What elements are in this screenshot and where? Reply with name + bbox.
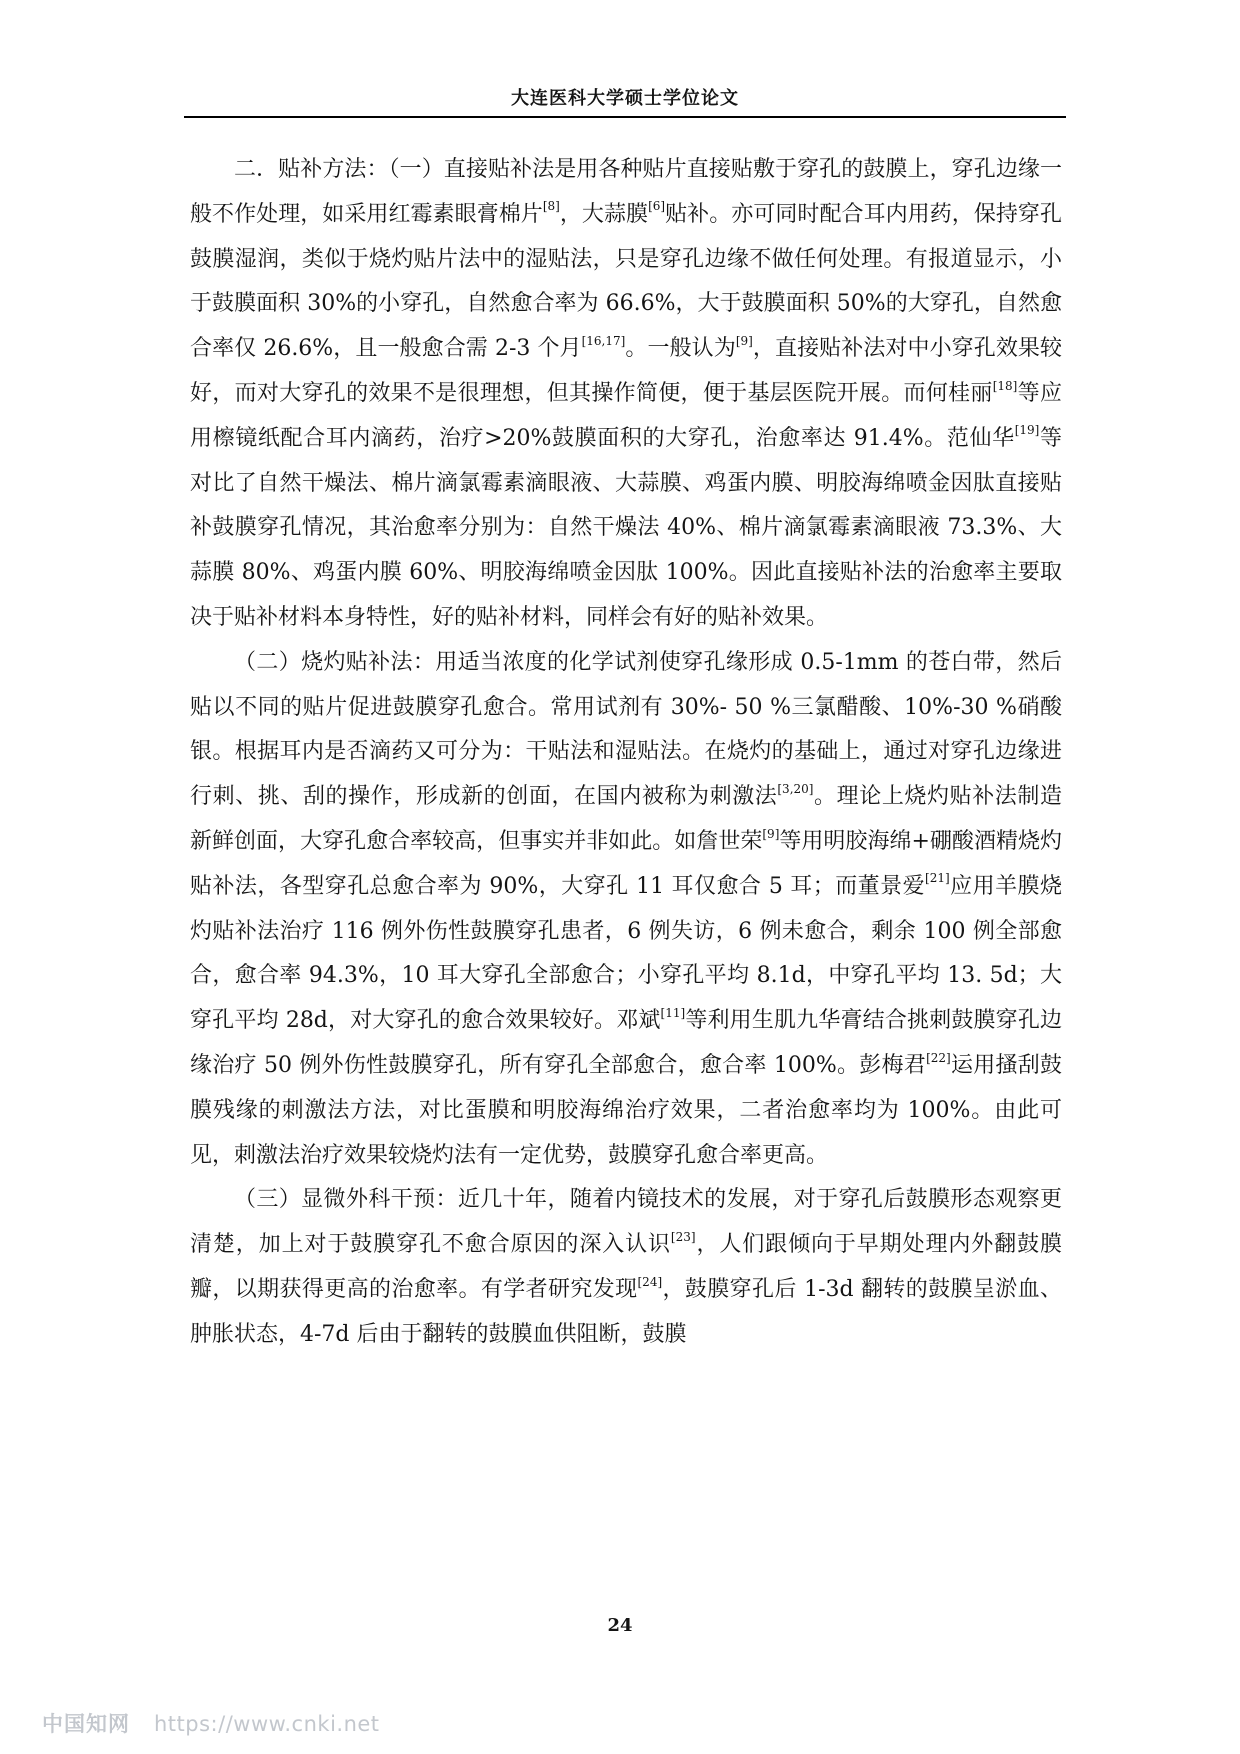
- text-run: 等用明胶海绵+硼酸酒精烧灼贴补法，各型穿孔总愈合率为 90%，大穿孔 11 耳仅愈合 5 耳；而董景爱: [190, 828, 1062, 899]
- citation-ref: [18]: [992, 378, 1018, 393]
- text-run: 等对比了自然干燥法、棉片滴氯霉素滴眼液、大蒜膜、鸡蛋内膜、明胶海绵喷金因肽直接贴补鼓膜穿孔情况，其治愈率分别为：自然干燥法 40%、棉片滴氯霉素滴眼液 73.3%、大蒜膜 80%、鸡蛋内膜 60%、明胶海绵喷金因肽 100%。因此直接贴补法的治愈率主要取决于贴补材料本身特性，好的贴补材料，同样会有好的贴补效果。: [190, 425, 1062, 630]
- text-run: （二）烧灼贴补法：用适当浓度的化学试剂使穿孔缘形成 0.5-1mm 的苍白带，然后贴以不同的贴片促进鼓膜穿孔愈合。常用试剂有 30%- 50 %三氯醋酸、10%-30 %硝酸银。根据耳内是否滴药又可分为：干贴法和湿贴法。在烧灼的基础上，通过对穿孔边缘进行刺、挑、刮的操作，形成新的创面，在国内被称为刺激法: [190, 649, 1062, 810]
- cnki-watermark: [42, 1710, 380, 1738]
- citation-ref: [11]: [660, 1005, 686, 1020]
- citation-ref: [24]: [637, 1274, 663, 1289]
- page-number: 24: [607, 1615, 633, 1636]
- text-run: 等应用檫镜纸配合耳内滴药，治疗>20%鼓膜面积的大穿孔，治愈率达 91.4%。范仙华: [190, 380, 1062, 451]
- citation-ref: [9]: [762, 826, 780, 841]
- running-header: 大连医科大学硕士学位论文: [511, 88, 739, 109]
- citation-ref: [8]: [542, 199, 560, 214]
- citation-ref: [9]: [735, 333, 753, 348]
- header-rule: [184, 116, 1066, 118]
- text-run: 。一般认为: [625, 336, 736, 362]
- text-run: 贴补。亦可同时配合耳内用药，保持穿孔鼓膜湿润，类似于烧灼贴片法中的湿贴法，只是穿孔边缘不做任何处理。有报道显示，小于鼓膜面积 30%的小穿孔，自然愈合率为 66.6%，大于鼓膜面积 50%的大穿孔，自然愈合率仅 26.6%，且一般愈合需 2-3 个月: [190, 201, 1062, 362]
- paragraph-microsurgery: [190, 1178, 1062, 1357]
- citation-ref: [19]: [1014, 423, 1040, 438]
- text-run: ，鼓膜穿孔后 1-3d 翻转的鼓膜呈淤血、肿胀状态，4-7d 后由于翻转的鼓膜血供阻断，鼓膜: [190, 1276, 1062, 1347]
- text-run: 二．贴补方法：（一）直接贴补法是用各种贴片直接贴敷于穿孔的鼓膜上，穿孔边缘一般不作处理，如采用红霉素眼膏棉片: [190, 157, 1062, 227]
- citation-ref: [6]: [648, 199, 666, 214]
- text-run: ，大蒜膜: [559, 201, 649, 227]
- watermark-brand: 中国知网: [42, 1712, 130, 1736]
- citation-ref: [22]: [926, 1050, 951, 1065]
- watermark-url: https://www.cnki.net: [154, 1712, 380, 1736]
- citation-ref: [3,20]: [777, 781, 814, 796]
- text-run: 运用搔刮鼓膜残缘的刺激法方法，对比蛋膜和明胶海绵治疗效果，二者治愈率均为 100%。由此可见，刺激法治疗效果较烧灼法有一定优势，鼓膜穿孔愈合率更高。: [190, 1052, 1062, 1168]
- text-run: （三）显微外科干预：近几十年，随着内镜技术的发展，对于穿孔后鼓膜形态观察更清楚，加上对于鼓膜穿孔不愈合原因的深入认识: [190, 1187, 1062, 1258]
- citation-ref: [21]: [925, 871, 950, 886]
- text-run: 应用羊膜烧灼贴补法治疗 116 例外伤性鼓膜穿孔患者，6 例失访，6 例未愈合，剩余 100 例全部愈合，愈合率 94.3%，10 耳大穿孔全部愈合；小穿孔平均 8.1d，中穿孔平均 13. 5d；大穿孔平均 28d，对大穿孔的愈合效果较好。邓斌: [190, 873, 1062, 1034]
- text-run: ，直接贴补法对中小穿孔效果较好，而对大穿孔的效果不是很理想，但其操作简便，便于基层医院开展。而何桂丽: [190, 336, 1062, 406]
- paragraph-cautery-patch: [190, 641, 1062, 1179]
- body-text: [190, 148, 1062, 1358]
- text-run: 。理论上烧灼贴补法制造新鲜创面，大穿孔愈合率较高，但事实并非如此。如詹世荣: [190, 784, 1062, 854]
- text-run: 等利用生肌九华膏结合挑刺鼓膜穿孔边缘治疗 50 例外伤性鼓膜穿孔，所有穿孔全部愈合，愈合率 100%。彭梅君: [190, 1008, 1062, 1078]
- text-run: ，人们跟倾向于早期处理内外翻鼓膜瓣，以期获得更高的治愈率。有学者研究发现: [190, 1232, 1062, 1302]
- citation-ref: [23]: [670, 1229, 696, 1244]
- paragraph-direct-patch: [190, 148, 1062, 641]
- citation-ref: [16,17]: [581, 333, 626, 348]
